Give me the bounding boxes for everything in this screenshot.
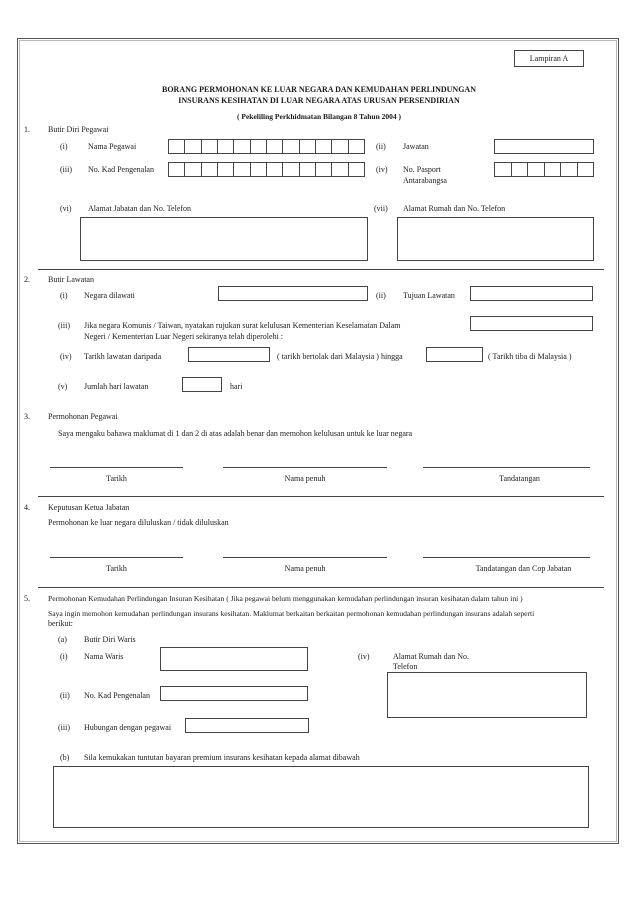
visit-days-input[interactable] bbox=[182, 377, 222, 392]
s5-iv-label-2: Telefon bbox=[393, 662, 418, 671]
s2-ii-num: (ii) bbox=[376, 291, 386, 300]
s2-v-unit: hari bbox=[230, 382, 243, 391]
s1-iii-num: (iii) bbox=[60, 165, 72, 174]
departure-date-input[interactable] bbox=[188, 347, 270, 362]
section3-text: Saya mengaku bahawa maklumat di 1 dan 2 di atas adalah benar dan memohon kelulusan untuk ke luar negara bbox=[58, 429, 413, 438]
s5-ii-label: No. Kad Pengenalan bbox=[84, 691, 150, 700]
office-address-box[interactable] bbox=[80, 217, 368, 261]
s5-iv-label-1: Alamat Rumah dan No. bbox=[393, 652, 469, 661]
country-visited-input[interactable] bbox=[218, 286, 368, 301]
s5-a-num: (a) bbox=[58, 635, 67, 644]
s3-signature-line[interactable] bbox=[423, 467, 590, 468]
section2-number: 2. bbox=[24, 275, 30, 284]
s4-date-caption: Tarikh bbox=[106, 564, 127, 573]
s4-name-line[interactable] bbox=[223, 557, 387, 558]
s2-iv-num: (iv) bbox=[60, 352, 72, 361]
section5-text-2: berikut: bbox=[48, 619, 73, 628]
s3-name-line[interactable] bbox=[223, 467, 387, 468]
section4-heading: Keputusan Ketua Jabatan bbox=[48, 503, 130, 512]
section4-text: Permohonan ke luar negara diluluskan / tidak diluluskan bbox=[48, 518, 229, 527]
s1-vii-num: (vii) bbox=[374, 204, 388, 213]
s2-iv-mid: ( tarikh bertolak dari Malaysia ) hingga bbox=[277, 352, 403, 361]
form-inner-frame bbox=[19, 40, 617, 842]
s2-ii-label: Tujuan Lawatan bbox=[403, 291, 455, 300]
s2-i-label: Negara dilawati bbox=[84, 291, 135, 300]
annex-label: Lampiran A bbox=[529, 54, 569, 63]
section5-number: 5. bbox=[24, 594, 30, 603]
s1-i-num: (i) bbox=[60, 142, 68, 151]
s2-i-num: (i) bbox=[60, 291, 68, 300]
officer-name-cells[interactable] bbox=[168, 139, 365, 154]
heir-address-box[interactable] bbox=[387, 672, 587, 718]
section3-heading: Permohonan Pegawai bbox=[48, 412, 118, 421]
position-input[interactable] bbox=[494, 139, 594, 154]
heir-relationship-input[interactable] bbox=[185, 718, 309, 733]
s1-vi-label: Alamat Jabatan dan No. Telefon bbox=[88, 204, 192, 213]
s1-iv-label-1: No. Pasport bbox=[403, 165, 441, 174]
s1-iv-label-2: Antarabangsa bbox=[403, 176, 447, 185]
s2-iii-num: (iii) bbox=[58, 321, 70, 330]
s4-signature-line[interactable] bbox=[423, 557, 590, 558]
section5-text-1: Saya ingin memohon kemudahan perlindungan insurans kesihatan. Maklumat berkaitan berkaitan permohonan kemudahan perlindungan insurans adalah seperti bbox=[48, 609, 535, 618]
heir-name-input[interactable] bbox=[160, 647, 308, 671]
s3-signature-caption: Tandatangan bbox=[499, 474, 540, 483]
passport-number-cells[interactable] bbox=[494, 162, 594, 177]
approval-ref-input[interactable] bbox=[470, 316, 593, 331]
s4-name-caption: Nama penuh bbox=[284, 564, 326, 573]
s5-b-label: Sila kemukakan tuntutan bayaran premium insurans kesihatan kepada alamat dibawah bbox=[84, 753, 360, 762]
s5-i-label: Nama Waris bbox=[84, 652, 124, 661]
s2-iv-end: ( Tarikh tiba di Malaysia ) bbox=[488, 352, 572, 361]
section5-heading: Permohonan Kemudahan Perlindungan Insuran Kesihatan ( Jika pegawai belum menggunakan kemudahan perlindungan insuran kesihatan dalam tahun ini ) bbox=[48, 594, 523, 603]
section3-number: 3. bbox=[24, 412, 30, 421]
s1-vii-label: Alamat Rumah dan No. Telefon bbox=[403, 204, 506, 213]
s2-v-label: Jumlah hari lawatan bbox=[84, 382, 149, 391]
s5-i-num: (i) bbox=[60, 652, 68, 661]
form-title-line1: BORANG PERMOHONAN KE LUAR NEGARA DAN KEMUDAHAN PERLINDUNGAN bbox=[161, 85, 476, 94]
s3-name-caption: Nama penuh bbox=[284, 474, 326, 483]
s2-iii-label-1: Jika negara Komunis / Taiwan, nyatakan rujukan surat kelulusan Kementerian Keselamatan Dalam bbox=[84, 321, 401, 330]
s5-iv-num: (iv) bbox=[358, 652, 370, 661]
divider-1 bbox=[38, 269, 604, 270]
s2-iv-label: Tarikh lawatan daripada bbox=[84, 352, 162, 361]
s1-vi-num: (vi) bbox=[60, 204, 72, 213]
s2-v-num: (v) bbox=[58, 382, 68, 391]
s5-iii-label: Hubungan dengan pegawai bbox=[84, 723, 172, 732]
s1-i-label: Nama Pegawai bbox=[88, 142, 137, 151]
s5-a-label: Butir Diri Waris bbox=[84, 635, 136, 644]
s3-date-line[interactable] bbox=[50, 467, 183, 468]
s1-iv-num: (iv) bbox=[376, 165, 388, 174]
s1-iii-label: No. Kad Pengenalan bbox=[88, 165, 154, 174]
heir-ic-input[interactable] bbox=[160, 686, 308, 701]
s4-date-line[interactable] bbox=[50, 557, 183, 558]
section1-number: 1. bbox=[24, 125, 30, 134]
premium-claim-address-box[interactable] bbox=[53, 766, 589, 828]
s1-ii-label: Jawatan bbox=[403, 142, 429, 151]
ic-number-cells[interactable] bbox=[168, 162, 365, 177]
s5-b-num: (b) bbox=[60, 753, 70, 762]
divider-4 bbox=[38, 587, 604, 588]
s5-iii-num: (iii) bbox=[58, 723, 70, 732]
s1-ii-num: (ii) bbox=[376, 142, 386, 151]
s4-signature-caption: Tandatangan dan Cop Jabatan bbox=[475, 564, 572, 573]
section1-heading: Butir Diri Pegawai bbox=[48, 125, 109, 134]
divider-3 bbox=[38, 496, 604, 497]
arrival-date-input[interactable] bbox=[426, 347, 483, 362]
section4-number: 4. bbox=[24, 503, 30, 512]
s3-date-caption: Tarikh bbox=[106, 474, 127, 483]
s5-ii-num: (ii) bbox=[60, 691, 70, 700]
form-title-line2: INSURANS KESIHATAN DI LUAR NEGARA ATAS URUSAN PERSENDIRIAN bbox=[178, 96, 460, 105]
home-address-box[interactable] bbox=[397, 217, 594, 261]
s2-iii-label-2: Negeri / Kementerian Luar Negeri sekiranya telah diperolehi : bbox=[84, 332, 284, 341]
section2-heading: Butir Lawatan bbox=[48, 275, 94, 284]
form-subtitle: ( Pekeliling Perkhidmatan Bilangan 8 Tahun 2004 ) bbox=[237, 112, 401, 121]
visit-purpose-input[interactable] bbox=[470, 286, 593, 301]
